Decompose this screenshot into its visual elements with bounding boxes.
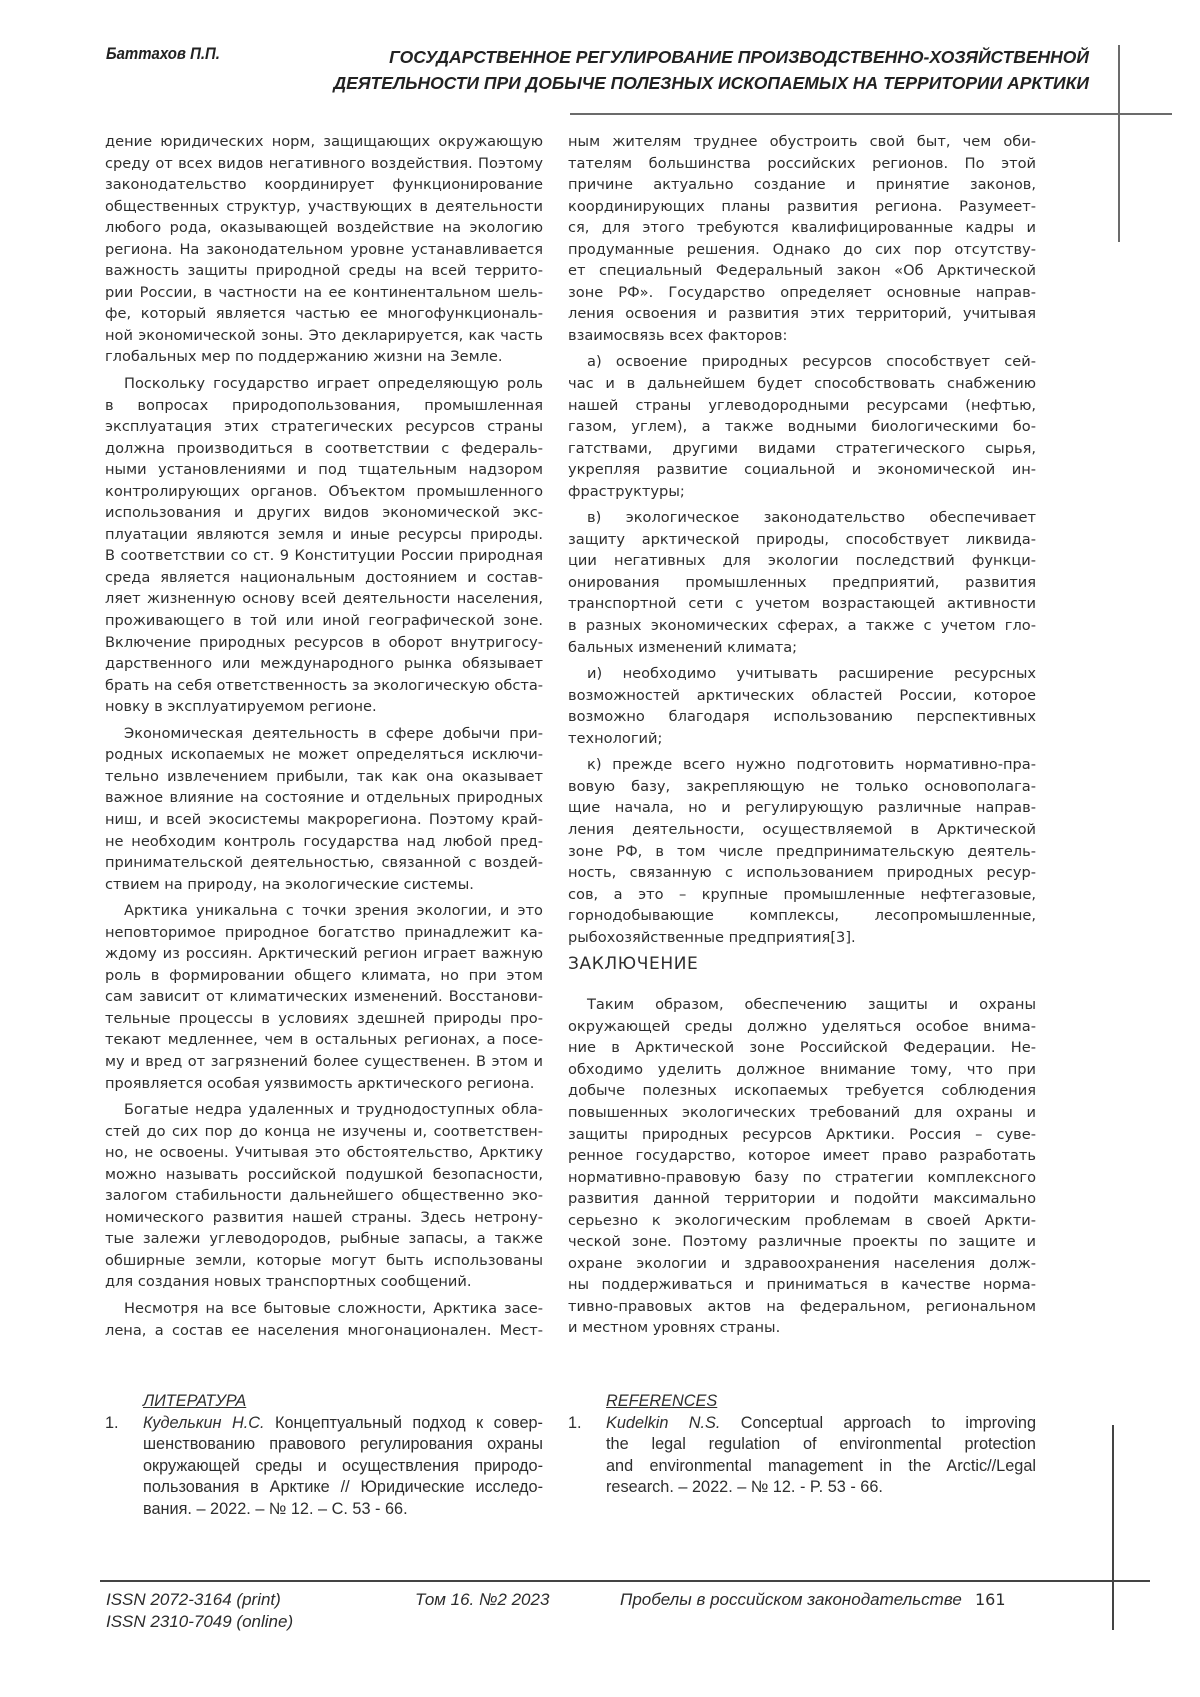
text-line: неповторимое природное богатство принадлежит ка- bbox=[105, 923, 543, 941]
reference-author: Куделькин Н.С. bbox=[143, 1413, 265, 1432]
footer-issn bbox=[106, 1589, 293, 1633]
reference-line: шенствованию правового регулирования охраны bbox=[143, 1435, 543, 1453]
reference-item-body bbox=[606, 1413, 1036, 1499]
running-header-author: Баттахов П.П. bbox=[106, 44, 220, 63]
text-line: принимательской деятельностью, связанной с воздей- bbox=[105, 854, 543, 872]
footer-journal-name: Пробелы в российском законодательстве bbox=[620, 1590, 962, 1609]
text-line: рыбохозяйственные предприятия[3]. bbox=[568, 928, 856, 946]
text-line: причине актуально создание и принятие законов, bbox=[568, 176, 1036, 194]
text-line: окружающей среды должно уделяться особое внима- bbox=[568, 1017, 1036, 1035]
text-line: а) освоение природных ресурсов способствует сей- bbox=[587, 353, 1036, 371]
text-line: ждому из россиян. Арктический регион играет важную bbox=[105, 945, 543, 963]
text-line: Экономическая деятельность в сфере добычи при- bbox=[124, 724, 543, 742]
text-line: в разных экономических сферах, а также с учетом гло- bbox=[568, 617, 1036, 635]
issn-online: ISSN 2310-7049 (online) bbox=[106, 1612, 294, 1631]
literature-item bbox=[105, 1413, 543, 1521]
text-line: ческой зоне. Поэтому различные проекты по защите и bbox=[568, 1233, 1036, 1251]
text-line: ствием на природу, на экологические системы. bbox=[105, 875, 474, 893]
text-line: защиту арктической природы, способствует ликвида- bbox=[568, 530, 1036, 548]
text-line: текают медленнее, чем в остальных регионах, а посе- bbox=[105, 1031, 543, 1049]
text-line: обходимо уделить должное внимание тому, что при bbox=[568, 1060, 1036, 1078]
text-line: глобальных мер по поддержанию жизни на Земле. bbox=[105, 348, 503, 366]
text-line: в вопросах природопользования, промышленная bbox=[105, 396, 543, 414]
footer-rule bbox=[100, 1580, 1150, 1582]
text-line: роль в формировании общего климата, но при этом bbox=[105, 966, 543, 984]
text-line: В соответствии со ст. 9 Конституции России природная bbox=[105, 547, 543, 565]
literature-item-number: 1. bbox=[105, 1413, 119, 1432]
reference-line: the legal regulation of environmental protection bbox=[606, 1435, 1036, 1453]
text-line: плуатации являются земля и иные ресурсы природы. bbox=[105, 525, 543, 543]
text-line: охране экологии и здравоохранения населения долж- bbox=[568, 1254, 1036, 1272]
text-line: Арктика уникальна с точки зрения экологии, и это bbox=[124, 902, 543, 920]
text-line: гатствами, другими видами стратегического сырья, bbox=[568, 439, 1036, 457]
text-line: рии России, в частности на ее континентальном шель- bbox=[105, 283, 543, 301]
text-line: взаимосвязь всех факторов: bbox=[568, 326, 788, 344]
text-line: законодательство координирует функционирование bbox=[105, 176, 543, 194]
text-line: развития данной территории и подойти максимально bbox=[568, 1190, 1036, 1208]
text-line: тельно извлечением прибыли, так как она оказывает bbox=[105, 767, 543, 785]
text-line: Поскольку государство играет определяющую роль bbox=[124, 375, 543, 393]
reference-line: research. – 2022. – № 12. - P. 53 - 66. bbox=[606, 1478, 883, 1496]
text-line: общественных структур, участвующих в деятельности bbox=[105, 197, 543, 215]
text-line: к) прежде всего нужно подготовить нормативно-пра- bbox=[587, 756, 1036, 774]
text-line: вовую базу, закрепляющую не только основополага- bbox=[568, 777, 1036, 795]
text-line: серьезно к экологическим проблемам в своей Аркти- bbox=[568, 1211, 1036, 1229]
body-column-right bbox=[568, 131, 1036, 1339]
text-line: среда является национальным достоянием и состав- bbox=[105, 568, 543, 586]
reference-line: вания. – 2022. – № 12. – С. 53 - 66. bbox=[143, 1499, 408, 1518]
text-line: ность, связанную с использованием природных ресур- bbox=[568, 864, 1036, 882]
body-column-left bbox=[105, 131, 543, 1341]
text-line: ны поддерживаться и приниматься в качестве норма- bbox=[568, 1276, 1036, 1294]
footer-volume: Том 16. №2 2023 bbox=[415, 1590, 550, 1609]
text-line: Богатые недра удаленных и труднодоступных обла- bbox=[124, 1101, 543, 1119]
text-line: залогом стабильности дальнейшего общественно эко- bbox=[105, 1187, 543, 1205]
text-line: газом, углем), а также водными биологическими бо- bbox=[568, 418, 1036, 436]
text-line: должна производиться в соответствии с федераль- bbox=[105, 439, 543, 457]
text-line: тивно-правовых актов на федеральном, региональном bbox=[568, 1297, 1036, 1315]
text-line: номического развития нашей страны. Здесь нетрону- bbox=[105, 1208, 543, 1226]
text-line: не необходим контроль государства над любой пред- bbox=[105, 832, 543, 850]
header-vertical-rule bbox=[1118, 45, 1120, 242]
text-line: возможно благодаря использованию перспективных bbox=[568, 708, 1036, 726]
reference-line: Куделькин Н.С. Концептуальный подход к совер- bbox=[143, 1413, 543, 1432]
text-line: важность защиты природной среды на всей террито- bbox=[105, 262, 543, 280]
text-line: сов, а это – крупные промышленные нефтегазовые, bbox=[568, 885, 1036, 903]
text-line: контролирующих органов. Объектом промышленного bbox=[105, 482, 543, 500]
running-header-title-line-1: ГОСУДАРСТВЕННОЕ РЕГУЛИРОВАНИЕ ПРОИЗВОДСТВЕННО-ХОЗЯЙСТВЕННОЙ bbox=[389, 47, 1089, 67]
text-line: среду от всех видов негативного воздействия. Поэтому bbox=[105, 154, 543, 172]
text-line: му и вред от загрязнений более существенен. В этом и bbox=[105, 1052, 543, 1070]
right-column-text bbox=[568, 131, 1036, 948]
literature-section bbox=[105, 1391, 543, 1520]
reference-line: пользования в Арктике // Юридические исследо- bbox=[143, 1478, 543, 1496]
text-line: укрепляя развитие социальной и экономической ин- bbox=[568, 461, 1036, 479]
issn-print: ISSN 2072-3164 (print) bbox=[106, 1590, 281, 1609]
reference-author: Kudelkin N.S. bbox=[606, 1413, 721, 1432]
literature-item-body bbox=[143, 1413, 543, 1521]
text-line: новку в эксплуатируемом регионе. bbox=[105, 698, 377, 716]
text-line: в) экологическое законодательство обеспечивает bbox=[587, 509, 1036, 527]
text-line: дение юридических норм, защищающих окружающую bbox=[105, 133, 543, 150]
text-line: эксплуатация этих стратегических ресурсов страны bbox=[105, 418, 543, 436]
text-line: ции негативных для экологии последствий функци- bbox=[568, 552, 1036, 570]
conclusion-heading: ЗАКЛЮЧЕНИЕ bbox=[568, 954, 699, 975]
text-line: проживающего в той или иной географической зоне. bbox=[105, 612, 543, 630]
text-line: тателям большинства российских регионов. По этой bbox=[568, 154, 1036, 172]
text-line: фраструктуры; bbox=[568, 482, 685, 500]
text-line: но, не освоены. Учитывая это обстоятельство, Арктику bbox=[105, 1144, 543, 1162]
text-line: ляет жизненную основу всей деятельности населения, bbox=[105, 590, 543, 608]
text-line: фе, который является частью ее многофункциональ- bbox=[105, 305, 543, 323]
header-rule bbox=[570, 113, 1172, 115]
text-line: тельные процессы в условиях здешней природы про- bbox=[105, 1009, 543, 1027]
reference-line: and environmental management in the Arctic//Legal bbox=[606, 1456, 1036, 1475]
text-line: горнодобывающие комплексы, лесопромышленные, bbox=[568, 907, 1036, 925]
text-line: ным жителям труднее обустроить свой быт, чем оби- bbox=[568, 133, 1036, 150]
text-line: добыче полезных ископаемых требуется соблюдения bbox=[568, 1082, 1036, 1100]
text-line: лена, а состав ее населения многонационален. Мест- bbox=[105, 1321, 543, 1339]
text-line: важное влияние на состояние и отдельных природных bbox=[105, 789, 543, 807]
literature-heading: ЛИТЕРАТУРА bbox=[143, 1392, 247, 1410]
text-line: проявляется особая уязвимость арктического региона. bbox=[105, 1074, 535, 1092]
text-line: возможностей арктических областей России, которое bbox=[568, 686, 1036, 704]
text-line: щие начала, но и регулирующую различные направ- bbox=[568, 799, 1036, 817]
text-line: любого рода, оказывающей воздействие на экологию bbox=[105, 219, 543, 237]
text-line: брать на себя ответственность за экологическую обста- bbox=[105, 676, 544, 694]
text-line: ниш, и всей экосистемы макрорегиона. Поэтому край- bbox=[105, 810, 543, 828]
text-line: можно называть российской подушкой безопасности, bbox=[105, 1165, 543, 1183]
footer-vertical-rule bbox=[1112, 1425, 1114, 1630]
page-number: 161 bbox=[975, 1590, 1006, 1609]
text-line: зоне РФ». Государство определяет основные направ- bbox=[568, 283, 1036, 301]
text-line: использования и других видов экономической экс- bbox=[105, 504, 543, 522]
text-line: ления деятельности, осуществляемой в Арктической bbox=[568, 820, 1036, 838]
text-line: час и в дальнейшем будет способствовать снабжению bbox=[568, 375, 1036, 393]
reference-line: окружающей среды и осуществления природо- bbox=[143, 1456, 543, 1475]
running-header-title bbox=[329, 44, 1089, 96]
reference-line: Kudelkin N.S. Conceptual approach to improving bbox=[606, 1413, 1036, 1432]
text-line: ренное государство, которое имеет право разработать bbox=[568, 1147, 1036, 1165]
text-line: продуманные решения. Однако до сих пор отсутству- bbox=[568, 240, 1036, 258]
text-line: ления освоения и развития этих территорий, учитывая bbox=[568, 305, 1036, 323]
text-line: Несмотря на все бытовые сложности, Арктика засе- bbox=[124, 1299, 543, 1317]
text-line: технологий; bbox=[568, 729, 663, 747]
text-line: ся, для этого требуются квалифицированные кадры и bbox=[568, 219, 1036, 237]
text-line: Включение природных ресурсов в оборот внутригосу- bbox=[105, 633, 543, 651]
running-header-title-line-2: ДЕЯТЕЛЬНОСТИ ПРИ ДОБЫЧЕ ПОЛЕЗНЫХ ИСКОПАЕМЫХ НА ТЕРРИТОРИИ АРКТИКИ bbox=[333, 73, 1089, 93]
text-line: транспортной сети с учетом возрастающей активности bbox=[568, 595, 1036, 613]
text-line: ет специальный Федеральный закон «Об Арктической bbox=[568, 262, 1036, 280]
text-line: нашей страны углеводородными ресурсами (нефтью, bbox=[568, 396, 1036, 414]
text-line: дарственного или международного рынка обязывает bbox=[105, 655, 543, 673]
references-section bbox=[568, 1391, 1036, 1499]
text-line: ной экономической зоны. Это декларируется, как часть bbox=[105, 326, 543, 344]
text-line: сам зависит от климатических изменений. Восстанови- bbox=[105, 988, 543, 1006]
text-line: координирующих планы развития региона. Разумеет- bbox=[568, 197, 1036, 215]
conclusion-text bbox=[568, 994, 1036, 1339]
text-line: ными установлениями и под тщательным надзором bbox=[105, 461, 543, 479]
text-line: бальных изменений климата; bbox=[568, 638, 798, 656]
text-line: обширные земли, которые могут быть использованы bbox=[105, 1251, 543, 1269]
text-line: защиты природных ресурсов Арктики. Россия – суве- bbox=[568, 1125, 1036, 1143]
text-line: и) необходимо учитывать расширение ресурсных bbox=[587, 665, 1036, 683]
text-line: ние в Арктической зоне Российской Федерации. Не- bbox=[568, 1039, 1036, 1057]
reference-item-number: 1. bbox=[568, 1413, 582, 1432]
text-line: зоне РФ, в том числе предпринимательскую деятель- bbox=[568, 842, 1036, 860]
text-line: родных ископаемых не может определяться исключи- bbox=[105, 746, 543, 764]
text-line: региона. На законодательном уровне устанавливается bbox=[105, 240, 543, 258]
text-line: для создания новых транспортных сообщений. bbox=[105, 1273, 472, 1291]
references-heading: REFERENCES bbox=[606, 1392, 718, 1410]
reference-item bbox=[568, 1413, 1036, 1499]
text-line: онирования промышленных предприятий, развития bbox=[568, 573, 1036, 591]
text-line: Таким образом, обеспечению защиты и охраны bbox=[587, 996, 1036, 1014]
text-line: повышенных экологических требований для охраны и bbox=[568, 1103, 1036, 1121]
text-line: нормативно-правовую базу по стратегии комплексного bbox=[568, 1168, 1036, 1186]
text-line: тые залежи углеводородов, рыбные запасы, а также bbox=[105, 1230, 543, 1248]
text-line: и местном уровнях страны. bbox=[568, 1319, 781, 1337]
text-line: стей до сих пор до конца не изучены и, соответствен- bbox=[105, 1122, 543, 1140]
